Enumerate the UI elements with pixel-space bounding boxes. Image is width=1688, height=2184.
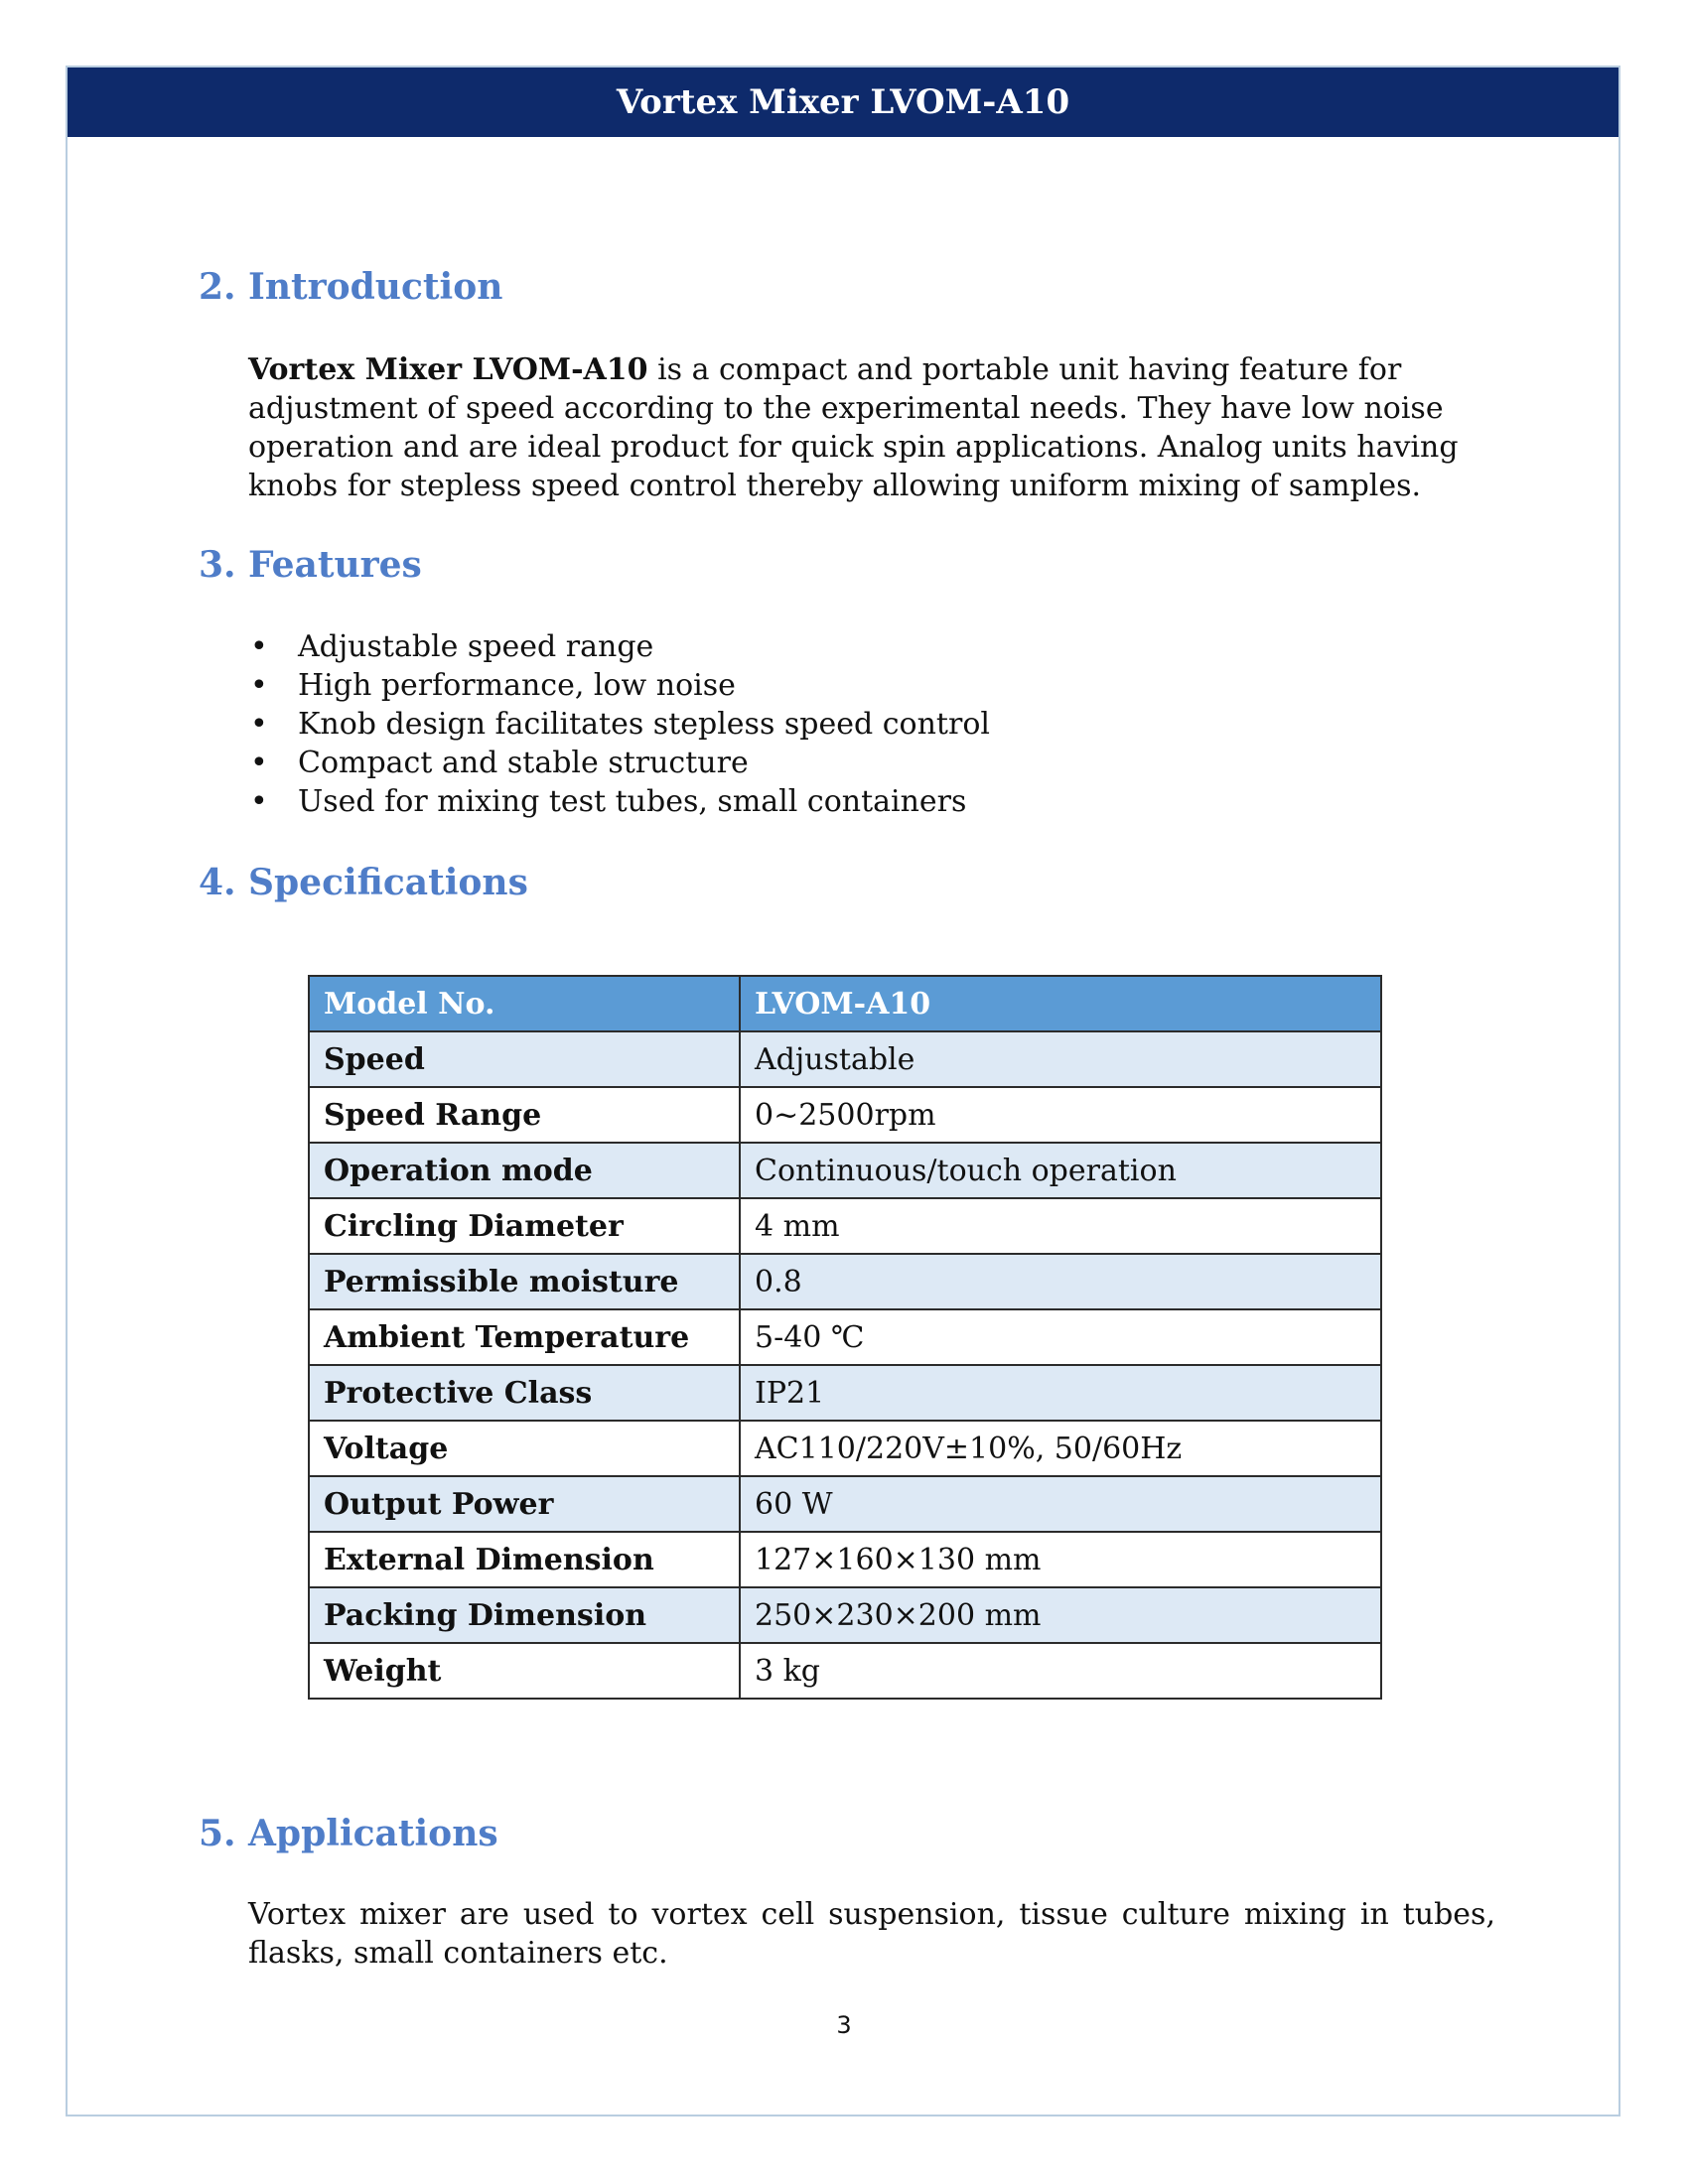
bullet-icon: • bbox=[250, 707, 268, 742]
specifications-number: 4. bbox=[199, 862, 236, 903]
spec-label: Speed bbox=[309, 1031, 740, 1087]
table-row bbox=[309, 1421, 1381, 1476]
features-list bbox=[248, 627, 990, 821]
table-header-row bbox=[309, 976, 1381, 1031]
feature-item bbox=[248, 666, 990, 705]
table-row bbox=[309, 1198, 1381, 1254]
spec-value: IP21 bbox=[740, 1365, 1381, 1421]
spec-label: Operation mode bbox=[309, 1143, 740, 1198]
spec-label: Permissible moisture bbox=[309, 1254, 740, 1309]
table-row bbox=[309, 1365, 1381, 1421]
table-header-cell: Model No. bbox=[309, 976, 740, 1031]
feature-item bbox=[248, 705, 990, 744]
feature-text: Used for mixing test tubes, small containers bbox=[298, 784, 967, 819]
spec-value: 5-40 ℃ bbox=[740, 1309, 1381, 1365]
spec-value: 0.8 bbox=[740, 1254, 1381, 1309]
applications-paragraph: Vortex mixer are used to vortex cell suspension, tissue culture mixing in tubes, flasks, small containers etc. bbox=[248, 1897, 1495, 1971]
feature-text: Compact and stable structure bbox=[298, 746, 749, 780]
introduction-paragraph bbox=[248, 350, 1495, 505]
spec-value: AC110/220V±10%, 50/60Hz bbox=[740, 1421, 1381, 1476]
feature-text: High performance, low noise bbox=[298, 668, 736, 703]
spec-label: External Dimension bbox=[309, 1532, 740, 1587]
feature-text: Adjustable speed range bbox=[298, 629, 654, 664]
features-title: Features bbox=[248, 544, 422, 586]
document-title-bar bbox=[68, 68, 1618, 137]
table-row bbox=[309, 1643, 1381, 1699]
table-row bbox=[309, 1087, 1381, 1143]
table-row bbox=[309, 1254, 1381, 1309]
spec-value: 4 mm bbox=[740, 1198, 1381, 1254]
table-row bbox=[309, 1309, 1381, 1365]
applications-title: Applications bbox=[248, 1813, 498, 1854]
spec-label: Voltage bbox=[309, 1421, 740, 1476]
table-row bbox=[309, 1031, 1381, 1087]
table-row bbox=[309, 1532, 1381, 1587]
spec-label: Circling Diameter bbox=[309, 1198, 740, 1254]
table-header-cell: LVOM-A10 bbox=[740, 976, 1381, 1031]
spec-value: 127×160×130 mm bbox=[740, 1532, 1381, 1587]
feature-item bbox=[248, 782, 990, 821]
feature-item bbox=[248, 627, 990, 666]
introduction-text: is a compact and portable unit having feature for adjustment of speed according to the experimental needs. They have low noise operation and are ideal product for quick spin applications. Analog units having knobs for stepless speed control thereby allowing uniform mixing of samples. bbox=[248, 352, 1459, 503]
feature-text: Knob design facilitates stepless speed control bbox=[298, 707, 990, 742]
spec-value: 250×230×200 mm bbox=[740, 1587, 1381, 1643]
spec-label: Output Power bbox=[309, 1476, 740, 1532]
spec-label: Protective Class bbox=[309, 1365, 740, 1421]
spec-label: Packing Dimension bbox=[309, 1587, 740, 1643]
features-heading bbox=[199, 544, 422, 586]
page-number: 3 bbox=[836, 2011, 852, 2039]
spec-value: 3 kg bbox=[740, 1643, 1381, 1699]
introduction-number: 2. bbox=[199, 266, 236, 308]
spec-value: 0~2500rpm bbox=[740, 1087, 1381, 1143]
specifications-title: Specifications bbox=[248, 862, 528, 903]
applications-number: 5. bbox=[199, 1813, 236, 1854]
table-row bbox=[309, 1587, 1381, 1643]
spec-value: 60 W bbox=[740, 1476, 1381, 1532]
introduction-product-name: Vortex Mixer LVOM-A10 bbox=[248, 352, 648, 387]
specifications-heading bbox=[199, 862, 528, 903]
applications-heading bbox=[199, 1813, 498, 1854]
introduction-title: Introduction bbox=[248, 266, 503, 308]
introduction-heading bbox=[199, 266, 502, 308]
features-number: 3. bbox=[199, 544, 236, 586]
spec-value: Continuous/touch operation bbox=[740, 1143, 1381, 1198]
bullet-icon: • bbox=[250, 746, 268, 780]
spec-label: Speed Range bbox=[309, 1087, 740, 1143]
spec-label: Ambient Temperature bbox=[309, 1309, 740, 1365]
feature-item bbox=[248, 744, 990, 782]
specifications-table bbox=[308, 975, 1382, 1700]
table-row bbox=[309, 1143, 1381, 1198]
spec-label: Weight bbox=[309, 1643, 740, 1699]
bullet-icon: • bbox=[250, 668, 268, 703]
bullet-icon: • bbox=[250, 784, 268, 819]
document-title: Vortex Mixer LVOM-A10 bbox=[616, 82, 1070, 122]
spec-value: Adjustable bbox=[740, 1031, 1381, 1087]
table-row bbox=[309, 1476, 1381, 1532]
bullet-icon: • bbox=[250, 629, 268, 664]
